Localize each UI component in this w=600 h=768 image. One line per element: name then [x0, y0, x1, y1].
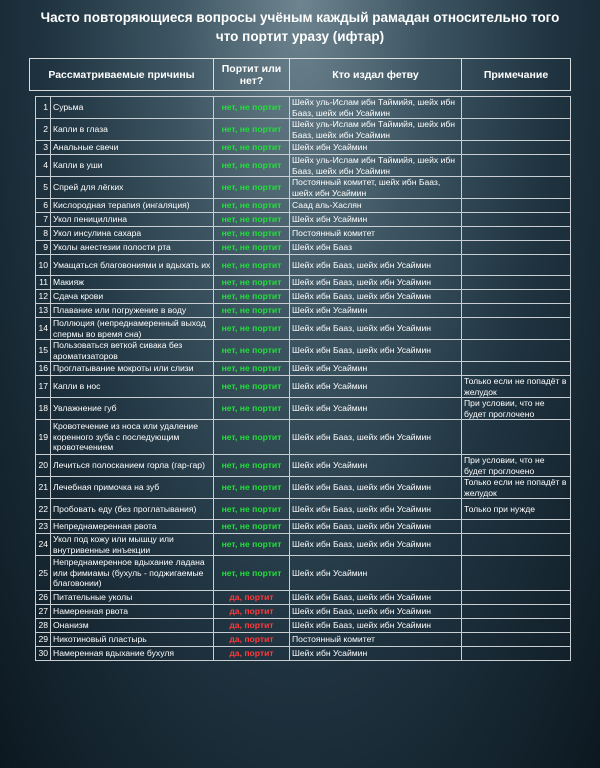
row-fatwa: Шейх ибн Усаймин [290, 376, 462, 398]
row-number: 26 [36, 591, 51, 605]
row-reason: Укол инсулина сахара [51, 227, 214, 241]
row-status: нет, не портит [214, 477, 290, 499]
row-note [462, 177, 571, 199]
row-status: нет, не портит [214, 499, 290, 520]
row-fatwa: Шейх ибн Бааз, шейх ибн Усаймин [290, 276, 462, 290]
row-status: нет, не портит [214, 255, 290, 276]
row-number: 9 [36, 241, 51, 255]
table-row [36, 276, 571, 290]
row-status: нет, не портит [214, 534, 290, 556]
row-fatwa: Шейх уль-Ислам ибн Таймийя, шейх ибн Бааз, шейх ибн Усаймин [290, 119, 462, 141]
row-reason: Макияж [51, 276, 214, 290]
row-note [462, 304, 571, 318]
column-header-table [29, 58, 571, 91]
table-row [36, 398, 571, 420]
header-breaks: Портит или нет? [214, 59, 290, 91]
row-status: да, портит [214, 647, 290, 661]
row-fatwa: Шейх ибн Бааз, шейх ибн Усаймин [290, 340, 462, 362]
table-row [36, 420, 571, 455]
row-reason: Никотиновый пластырь [51, 633, 214, 647]
row-status: нет, не портит [214, 276, 290, 290]
row-fatwa: Шейх ибн Бааз, шейх ибн Усаймин [290, 420, 462, 455]
table-row [36, 177, 571, 199]
row-fatwa: Шейх ибн Усаймин [290, 556, 462, 591]
row-fatwa: Постоянный комитет, шейх ибн Бааз, шейх ибн Усаймин [290, 177, 462, 199]
row-status: нет, не портит [214, 376, 290, 398]
row-reason: Онанизм [51, 619, 214, 633]
row-note [462, 534, 571, 556]
table-row [36, 362, 571, 376]
row-number: 12 [36, 290, 51, 304]
table-row [36, 141, 571, 155]
row-note [462, 97, 571, 119]
row-reason: Плавание или погружение в воду [51, 304, 214, 318]
table-row [36, 119, 571, 141]
row-reason: Сдача крови [51, 290, 214, 304]
row-status: да, портит [214, 591, 290, 605]
table-row [36, 318, 571, 340]
row-number: 28 [36, 619, 51, 633]
row-note [462, 605, 571, 619]
row-reason: Поллюция (непреднамеренный выход спермы во время сна) [51, 318, 214, 340]
row-number: 22 [36, 499, 51, 520]
row-reason: Проглатывание мокроты или слизи [51, 362, 214, 376]
row-status: нет, не портит [214, 455, 290, 477]
row-note: Только если не попадёт в желудок [462, 376, 571, 398]
row-number: 4 [36, 155, 51, 177]
row-note [462, 520, 571, 534]
row-reason: Уколы анестезии полости рта [51, 241, 214, 255]
row-number: 17 [36, 376, 51, 398]
row-note: Только при нужде [462, 499, 571, 520]
row-status: нет, не портит [214, 520, 290, 534]
table-row [36, 633, 571, 647]
row-number: 29 [36, 633, 51, 647]
row-status: нет, не портит [214, 290, 290, 304]
row-note [462, 199, 571, 213]
row-fatwa: Саад аль-Хаслян [290, 199, 462, 213]
row-number: 18 [36, 398, 51, 420]
row-note [462, 318, 571, 340]
row-fatwa: Шейх ибн Бааз, шейх ибн Усаймин [290, 255, 462, 276]
row-number: 19 [36, 420, 51, 455]
row-status: нет, не портит [214, 304, 290, 318]
page-title [0, 8, 600, 46]
row-status: нет, не портит [214, 141, 290, 155]
row-fatwa: Шейх ибн Бааз, шейх ибн Усаймин [290, 605, 462, 619]
row-reason: Укол пенициллина [51, 213, 214, 227]
row-number: 8 [36, 227, 51, 241]
row-reason: Пользоваться веткой сивака без ароматизаторов [51, 340, 214, 362]
row-note: При условии, что не будет проглочено [462, 398, 571, 420]
row-note [462, 556, 571, 591]
row-reason: Пробовать еду (без проглатывания) [51, 499, 214, 520]
row-status: да, портит [214, 633, 290, 647]
row-number: 14 [36, 318, 51, 340]
title-line-2: что портит уразу (ифтар) [215, 29, 385, 44]
table-row [36, 213, 571, 227]
table-row [36, 556, 571, 591]
row-number: 30 [36, 647, 51, 661]
table-row [36, 647, 571, 661]
row-reason: Намеренная рвота [51, 605, 214, 619]
table-row [36, 227, 571, 241]
row-reason: Увлажнение губ [51, 398, 214, 420]
row-number: 10 [36, 255, 51, 276]
row-fatwa: Шейх ибн Усаймин [290, 455, 462, 477]
row-reason: Капли в глаза [51, 119, 214, 141]
row-note [462, 591, 571, 605]
row-note [462, 647, 571, 661]
row-status: нет, не портит [214, 227, 290, 241]
table-row [36, 304, 571, 318]
row-number: 24 [36, 534, 51, 556]
row-reason: Намеренная вдыхание бухуля [51, 647, 214, 661]
table-row [36, 520, 571, 534]
table-row [36, 97, 571, 119]
rulings-table-body [36, 97, 571, 661]
row-fatwa: Шейх ибн Усаймин [290, 304, 462, 318]
row-reason: Питательные уколы [51, 591, 214, 605]
row-number: 25 [36, 556, 51, 591]
row-number: 27 [36, 605, 51, 619]
row-reason: Кровотечение из носа или удаление коренного зуба с последующим кровотечением [51, 420, 214, 455]
row-status: нет, не портит [214, 556, 290, 591]
row-reason: Кислородная терапия (ингаляция) [51, 199, 214, 213]
table-row [36, 255, 571, 276]
row-note [462, 227, 571, 241]
row-reason: Капли в уши [51, 155, 214, 177]
row-status: нет, не портит [214, 97, 290, 119]
row-number: 7 [36, 213, 51, 227]
row-note: Только если не попадёт в желудок [462, 477, 571, 499]
row-note [462, 276, 571, 290]
row-fatwa: Шейх ибн Усаймин [290, 362, 462, 376]
table-row [36, 241, 571, 255]
header-note: Примечание [462, 59, 571, 91]
row-fatwa: Шейх ибн Усаймин [290, 398, 462, 420]
row-fatwa: Шейх ибн Бааз, шейх ибн Усаймин [290, 477, 462, 499]
table-row [36, 619, 571, 633]
row-note [462, 633, 571, 647]
row-number: 23 [36, 520, 51, 534]
row-fatwa: Шейх ибн Бааз, шейх ибн Усаймин [290, 290, 462, 304]
row-note [462, 141, 571, 155]
row-reason: Непреднамеренная рвота [51, 520, 214, 534]
row-number: 6 [36, 199, 51, 213]
row-status: да, портит [214, 605, 290, 619]
row-status: нет, не портит [214, 177, 290, 199]
row-note [462, 290, 571, 304]
row-note [462, 241, 571, 255]
row-fatwa: Шейх ибн Бааз, шейх ибн Усаймин [290, 520, 462, 534]
table-row [36, 340, 571, 362]
row-status: нет, не портит [214, 155, 290, 177]
row-reason: Анальные свечи [51, 141, 214, 155]
row-number: 5 [36, 177, 51, 199]
row-fatwa: Шейх ибн Усаймин [290, 141, 462, 155]
row-fatwa: Шейх ибн Бааз, шейх ибн Усаймин [290, 619, 462, 633]
row-reason: Непреднамеренное вдыхание ладана или фимиамы (бухуль - поджигаемые благовонии) [51, 556, 214, 591]
table-row [36, 455, 571, 477]
table-row [36, 290, 571, 304]
row-reason: Умащаться благовониями и вдыхать их [51, 255, 214, 276]
row-status: нет, не портит [214, 199, 290, 213]
row-note [462, 213, 571, 227]
row-fatwa: Шейх ибн Бааз, шейх ибн Усаймин [290, 499, 462, 520]
row-note [462, 420, 571, 455]
row-status: нет, не портит [214, 362, 290, 376]
row-fatwa: Шейх уль-Ислам ибн Таймийя, шейх ибн Бааз, шейх ибн Усаймин [290, 155, 462, 177]
row-fatwa: Постоянный комитет [290, 227, 462, 241]
table-row [36, 199, 571, 213]
row-number: 3 [36, 141, 51, 155]
rulings-table [35, 96, 571, 661]
row-reason: Лечебная примочка на зуб [51, 477, 214, 499]
row-note [462, 362, 571, 376]
row-reason: Лечиться полосканием горла (гар-гар) [51, 455, 214, 477]
row-status: нет, не портит [214, 318, 290, 340]
table-row [36, 477, 571, 499]
table-row [36, 605, 571, 619]
row-status: нет, не портит [214, 398, 290, 420]
row-note [462, 119, 571, 141]
row-reason: Сурьма [51, 97, 214, 119]
table-row [36, 591, 571, 605]
row-status: нет, не портит [214, 119, 290, 141]
row-fatwa: Шейх ибн Бааз [290, 241, 462, 255]
row-note [462, 255, 571, 276]
row-status: нет, не портит [214, 340, 290, 362]
row-status: нет, не портит [214, 241, 290, 255]
table-row [36, 499, 571, 520]
row-fatwa: Шейх уль-Ислам ибн Таймийя, шейх ибн Бааз, шейх ибн Усаймин [290, 97, 462, 119]
row-reason: Укол под кожу или мышцу или внутривенные инъекции [51, 534, 214, 556]
row-number: 13 [36, 304, 51, 318]
row-reason: Спрей для лёгких [51, 177, 214, 199]
table-row [36, 376, 571, 398]
row-note [462, 155, 571, 177]
row-fatwa: Шейх ибн Бааз, шейх ибн Усаймин [290, 591, 462, 605]
row-number: 20 [36, 455, 51, 477]
row-status: нет, не портит [214, 213, 290, 227]
row-fatwa: Шейх ибн Бааз, шейх ибн Усаймин [290, 318, 462, 340]
table-row [36, 155, 571, 177]
header-fatwa: Кто издал фетву [290, 59, 462, 91]
row-fatwa: Шейх ибн Усаймин [290, 647, 462, 661]
row-fatwa: Шейх ибн Бааз, шейх ибн Усаймин [290, 534, 462, 556]
row-reason: Капли в нос [51, 376, 214, 398]
table-row [36, 534, 571, 556]
header-reason: Рассматриваемые причины [30, 59, 214, 91]
row-note [462, 340, 571, 362]
title-line-1: Часто повторяющиеся вопросы учёным каждый рамадан относительно того [40, 10, 560, 25]
row-number: 21 [36, 477, 51, 499]
row-note [462, 619, 571, 633]
row-fatwa: Шейх ибн Усаймин [290, 213, 462, 227]
row-status: да, портит [214, 619, 290, 633]
row-number: 1 [36, 97, 51, 119]
row-number: 2 [36, 119, 51, 141]
row-number: 15 [36, 340, 51, 362]
row-number: 16 [36, 362, 51, 376]
row-fatwa: Постоянный комитет [290, 633, 462, 647]
row-number: 11 [36, 276, 51, 290]
row-status: нет, не портит [214, 420, 290, 455]
row-note: При условии, что не будет проглочено [462, 455, 571, 477]
